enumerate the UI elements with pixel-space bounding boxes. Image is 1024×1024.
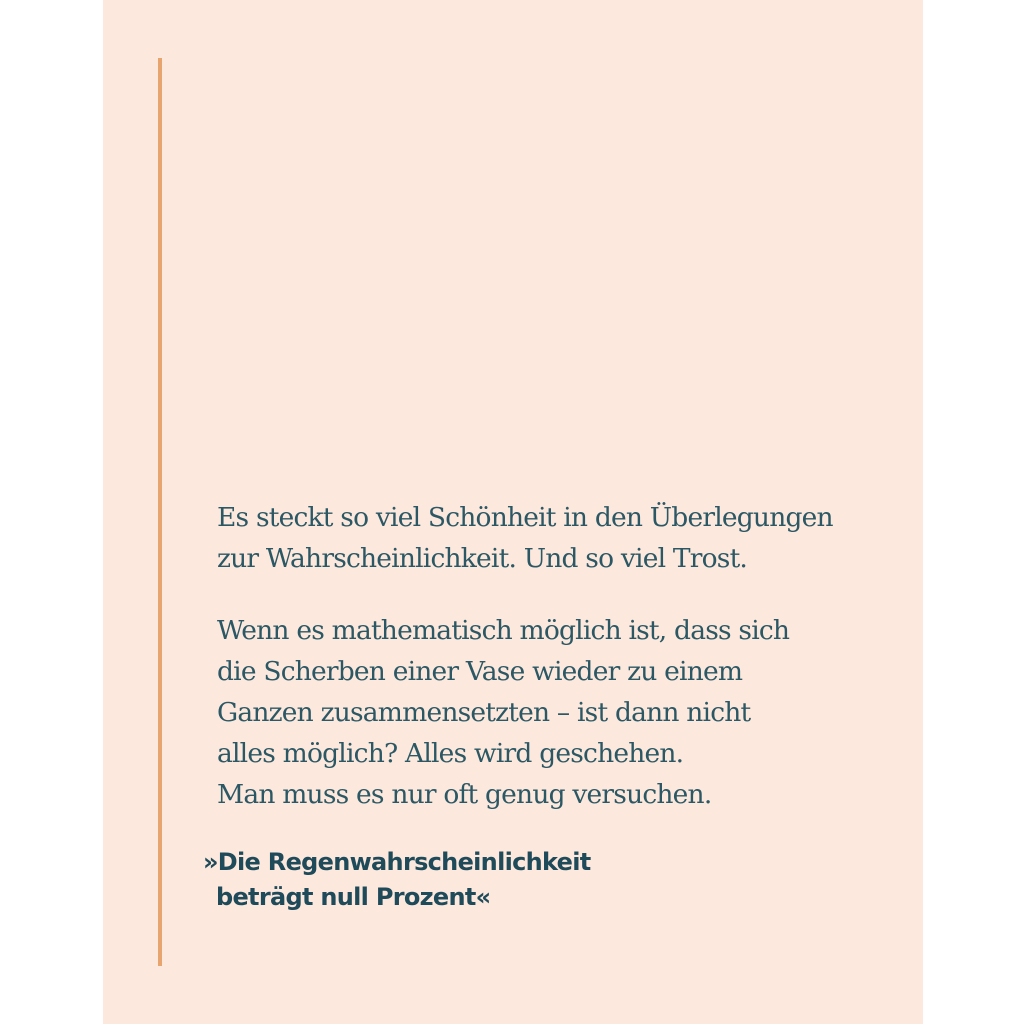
paragraph-line: Ganzen zusammensetzten – ist dann nicht bbox=[217, 697, 751, 728]
paragraph-line: Man muss es nur oft genug versuchen. bbox=[217, 779, 712, 810]
paragraph-line: alles möglich? Alles wird geschehen. bbox=[217, 738, 684, 769]
title-line: »Die Regenwahrscheinlichkeit bbox=[203, 848, 591, 876]
body-paragraph bbox=[217, 610, 907, 815]
paragraph-line: zur Wahrscheinlichkeit. Und so viel Trost. bbox=[217, 543, 748, 574]
paragraph-line: Es steckt so viel Schönheit in den Überlegungen bbox=[217, 502, 833, 533]
paragraph-line: die Scherben einer Vase wieder zu einem bbox=[217, 656, 743, 687]
paragraph-line: Wenn es mathematisch möglich ist, dass sich bbox=[217, 615, 790, 646]
book-title bbox=[203, 845, 591, 915]
title-line: beträgt null Prozent« bbox=[216, 883, 491, 911]
intro-paragraph bbox=[217, 497, 907, 579]
accent-rule bbox=[158, 58, 162, 966]
book-page bbox=[103, 0, 923, 1024]
